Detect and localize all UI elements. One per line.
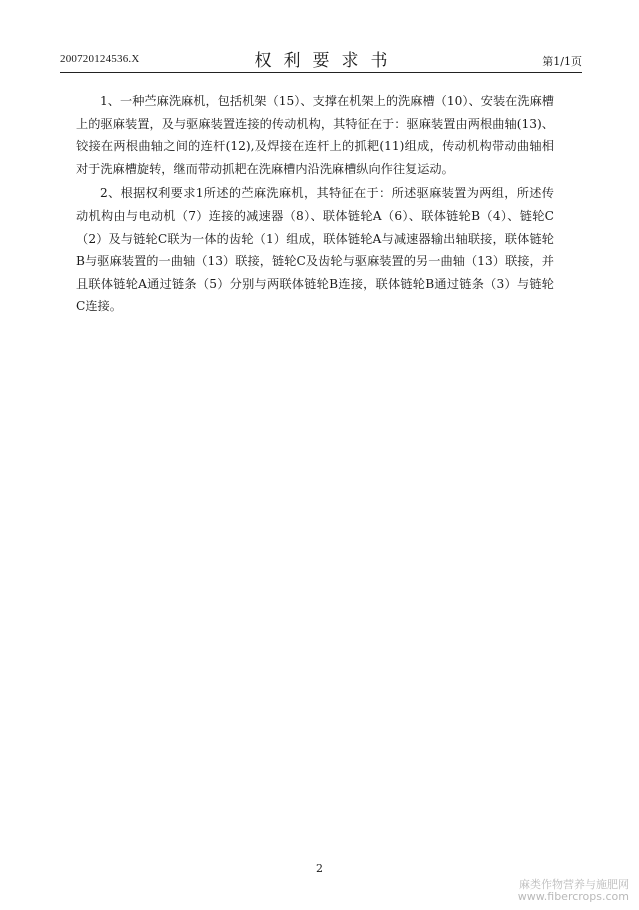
- claims-body: [76, 90, 554, 320]
- page-number: 2: [316, 862, 323, 875]
- claim-2: 2、根据权利要求1所述的苎麻洗麻机，其特征在于：所述驱麻装置为两组，所述传动机构由与电动机（7）连接的减速器（8）、联体链轮A（6）、联体链轮B（4）、链轮C（2）及与链轮C联为一体的齿轮（1）组成，联体链轮A与减速器输出轴联接，联体链轮B与驱麻装置的一曲轴（13）联接，链轮C及齿轮与驱麻装置的另一曲轴（13）联接，并且联体链轮A通过链条（5）分别与两联体链轮B连接，联体链轮B通过链条（3）与链轮C连接。: [76, 186, 554, 314]
- watermark-url: www.fibercrops.com: [517, 890, 629, 903]
- watermark-text: 麻类作物营养与施肥网: [519, 878, 629, 891]
- header-divider: [60, 72, 582, 73]
- claim-1: 1、一种苎麻洗麻机，包括机架（15）、支撑在机架上的洗麻槽（10）、安装在洗麻槽上的驱麻装置，及与驱麻装置连接的传动机构，其特征在于：驱麻装置由两根曲轴(13)、铰接在两根曲轴之间的连杆(12),及焊接在连杆上的抓耙(11)组成，传动机构带动曲轴相对于洗麻槽旋转，继而带动抓耙在洗麻槽内沿洗麻槽纵向作往复运动。: [76, 94, 554, 176]
- page-indicator: 第1/1页: [542, 55, 582, 68]
- application-number: 200720124536.X: [60, 53, 140, 65]
- page-header: [60, 44, 582, 72]
- site-watermark: [518, 879, 629, 903]
- document-title: 权利要求书: [254, 51, 400, 71]
